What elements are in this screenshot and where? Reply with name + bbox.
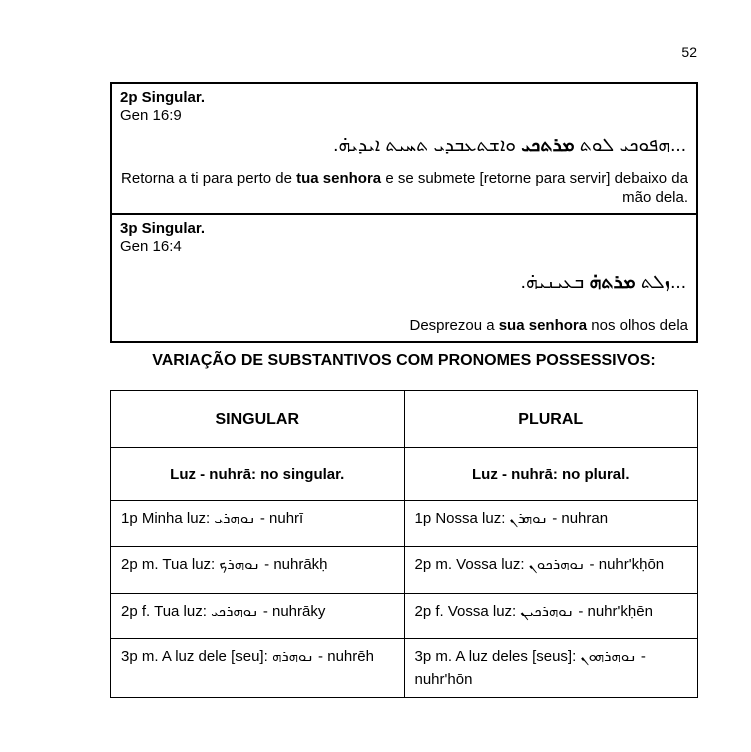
syriac-verse-text xyxy=(120,270,686,296)
syriac-segment: ...ܗܦܘܟܝ ܠܘܬ xyxy=(574,135,686,156)
cell-2pf-plural: 2p f. Vossa luz: ܢܘܗܪܟܝܢ - nuhr'kḥēn xyxy=(404,594,698,639)
cell-2pm-plural: 2p m. Vossa luz: ܢܘܗܪܟܘܢ - nuhr'kḥōn xyxy=(404,547,698,594)
verse-reference: Gen 16:4 xyxy=(120,238,182,255)
translation-bold-segment: sua senhora xyxy=(498,317,588,334)
table-row-1p xyxy=(111,501,698,547)
cell-1p-plural: 1p Nossa luz: ܢܘܗܪܢ - nuhran xyxy=(404,501,698,547)
cell-1p-singular: 1p Minha luz: ܢܘܗܪܝ - nuhrī xyxy=(111,501,405,547)
cell-3pm-singular: 3p m. A luz dele [seu]: ܢܘܗܪܗ - nuhrēh xyxy=(111,639,405,698)
translation-segment: nos olhos dela xyxy=(587,317,688,334)
syriac-segment: ...ܙܠܬ xyxy=(635,272,686,293)
column-header-singular: SINGULAR xyxy=(111,391,405,448)
cell-2pm-singular: 2p m. Tua luz: ܢܘܗܪܟ - nuhrākḥ xyxy=(111,547,405,594)
verse-translation xyxy=(120,169,688,207)
table-subheader-row xyxy=(111,448,698,501)
table-header-row xyxy=(111,391,698,448)
section-heading: VARIAÇÃO DE SUBSTANTIVOS COM PRONOMES POSSESSIVOS: xyxy=(152,352,656,369)
subheader-plural: Luz - nuhrā: no plural. xyxy=(404,448,698,501)
syriac-bold-segment: ܡܪܬܗ̇ xyxy=(589,272,636,293)
example-label: 3p Singular. xyxy=(120,220,206,237)
example-row-2p-singular xyxy=(112,84,696,213)
verse-reference: Gen 16:9 xyxy=(120,107,182,124)
translation-segment: Retorna a ti para perto de xyxy=(121,170,297,187)
translation-segment: e se submete [retorne para servir] debaixo da mão dela. xyxy=(381,170,688,206)
translation-bold-segment: tua senhora xyxy=(296,170,382,187)
table-row-2p-masculine xyxy=(111,547,698,594)
column-header-plural: PLURAL xyxy=(404,391,698,448)
cell-2pf-singular: 2p f. Tua luz: ܢܘܗܪܟܝ - nuhrāky xyxy=(111,594,405,639)
table-row-2p-feminine xyxy=(111,594,698,639)
verse-translation xyxy=(120,316,688,335)
table-row-3p-masculine xyxy=(111,639,698,698)
translation-segment: Desprezou a xyxy=(409,317,499,334)
page-number: 52 xyxy=(681,44,697,60)
subheader-singular: Luz - nuhrā: no singular. xyxy=(111,448,405,501)
syriac-segment: ܘܐܫܬܥܒܕܝ ܬܚܝܬ ܐܝܕܝܗ̇. xyxy=(333,135,522,156)
example-row-3p-singular xyxy=(112,213,696,341)
possessive-pronoun-table xyxy=(110,390,698,698)
syriac-segment: ܒܥܝܢܝܗ̇. xyxy=(520,272,590,293)
verse-examples-table xyxy=(110,82,698,343)
cell-3pm-plural: 3p m. A luz deles [seus]: ܢܘܗܪܗܘܢ - nuhr'hōn xyxy=(404,639,698,698)
syriac-verse-text xyxy=(120,133,686,159)
syriac-bold-segment: ܡܪܬܟܝ xyxy=(521,135,575,156)
example-label: 2p Singular. xyxy=(120,89,206,106)
